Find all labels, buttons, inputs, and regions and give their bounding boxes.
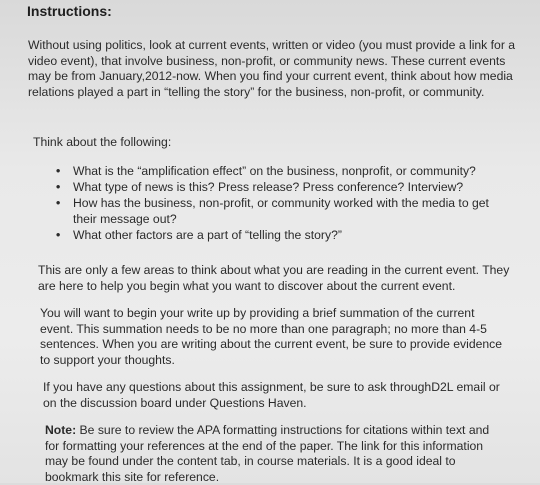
note-label: Note: [45,423,77,437]
list-item: • How has the business, non-profit, or community worked with the media to get their message out? [56,196,506,227]
note-paragraph [45,423,500,485]
writeup-paragraph: You will want to begin your write up by providing a brief summation of the current event. This summation needs to be no more than one paragraph; no more than 4-5 sentences. When you are writing about the current event, be sure to provide evidence to support your thoughts. [40,306,503,367]
instructions-heading: Instructions: [27,3,112,19]
questions-paragraph: If you have any questions about this assignment, be sure to ask throughD2L email or on the discussion board under Questions Haven. [43,380,500,410]
list-item: • What other factors are a part of “telling the story?” [56,228,506,244]
list-item: • What is the “amplification effect” on the business, nonprofit, or community? [56,164,506,180]
list-item: • What type of news is this? Press release? Press conference? Interview? [56,180,506,196]
think-intro: Think about the following: [33,135,172,149]
areas-paragraph: This are only a few areas to think about what you are reading in the current event. They are here to help you begin what you want to discover about the current event. [38,263,510,293]
note-text: Be sure to review the APA formatting instructions for citations within text and for formatting your references at the end of the paper. The link for this information may be found under the content tab, in course materials. It is a good ideal to bookmark this site for reference. [45,423,490,484]
intro-paragraph: Without using politics, look at current events, written or video (you must provide a link for a video event), that involve business, non-profit, or community news. These current events may be from January,2012-now. When you find your current event, think about how media relations played a part in “telling the story” for the business, non-profit, or community. [28,38,516,99]
question-list [56,164,506,244]
